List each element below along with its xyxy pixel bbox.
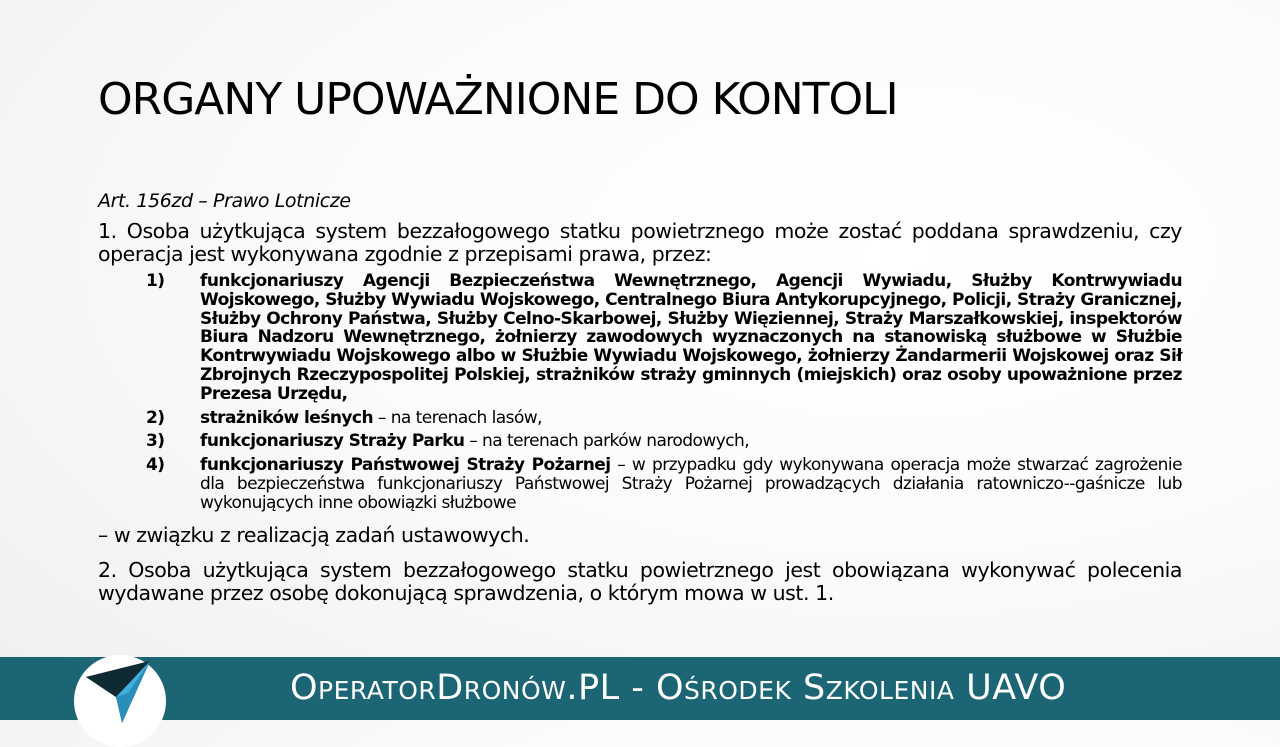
list-item-bold: funkcjonariuszy Straży Parku xyxy=(200,431,465,452)
paragraph-2: 2. Osoba użytkująca system bezzałogowego statku powietrznego jest obowiązana wykonywać polecenia wydawane przez osobę dokonującą sprawdzenia, o którym mowa w ust. 1. xyxy=(98,557,1182,605)
paper-plane-drone-icon xyxy=(82,657,158,727)
list-item-number: 2) xyxy=(146,407,165,428)
list-item-text xyxy=(200,456,1182,512)
list-item-text xyxy=(200,409,1182,428)
authority-list xyxy=(98,272,1182,513)
list-item-rest: – w przypadku gdy wykonywana operacja może stwarzać zagrożenie dla bezpieczeństwa funkcjonariuszy Państwowej Straży Pożarnej prowadzących działania ratowniczo--gaśnicze lub wykonujących inne obowiązki służbowe xyxy=(200,455,1182,513)
footer-text: OperatorDronów.PL - Ośrodek Szkolenia UAVO xyxy=(290,668,1067,708)
list-item-rest: – na terenach lasów, xyxy=(373,407,543,428)
slide-title: ORGANY UPOWAŻNIONE DO KONTOLI xyxy=(98,74,898,125)
slide-content xyxy=(98,190,1182,605)
closing-line: – w związku z realizacją zadań ustawowych. xyxy=(98,522,530,547)
list-item xyxy=(98,409,1182,428)
list-item-bold: funkcjonariuszy Państwowej Straży Pożarnej xyxy=(200,455,611,476)
legal-citation: Art. 156zd – Prawo Lotnicze xyxy=(98,190,351,212)
list-item xyxy=(98,432,1182,451)
list-item-text xyxy=(200,272,1182,404)
list-item-bold: strażników leśnych xyxy=(200,407,374,428)
list-item xyxy=(98,456,1182,512)
list-item-bold: funkcjonariuszy Agencji Bezpieczeństwa Wewnętrznego, Agencji Wywiadu, Służby Kontrwywiadu Wojskowego, Służby Wywiadu Wojskowego, Centralnego Biura Antykorupcyjnego, Policji, Straży Granicznej, Służby Ochrony Państwa, Służby Celno-Skarbowej, Służby Więziennej, Straży Marszałkowskiej, inspektorów Biura Nadzoru Wewnętrznego, żołnierzy zawodowych wyznaczonych na stanowiską służbowe w Służbie Kontrwywiadu Wojskowego albo w Służbie Wywiadu Wojskowego, żołnierzy Żandarmerii Wojskowej oraz Sił Zbrojnych Rzeczypospolitej Polskiej, strażników straży gminnych (miejskich) oraz osoby upoważnione przez Prezesa Urzędu, xyxy=(200,271,1182,404)
list-item-rest: – na terenach parków narodowych, xyxy=(464,431,750,452)
logo xyxy=(74,655,166,747)
list-item-text xyxy=(200,432,1182,451)
list-item xyxy=(98,272,1182,404)
paragraph-1: 1. Osoba użytkująca system bezzałogowego statku powietrznego może zostać poddana sprawdzeniu, czy operacja jest wykonywana zgodnie z przepisami prawa, przez: xyxy=(98,219,1182,266)
list-item-number: 4) xyxy=(146,455,165,476)
list-item-number: 3) xyxy=(146,431,165,452)
list-item-number: 1) xyxy=(146,271,165,291)
